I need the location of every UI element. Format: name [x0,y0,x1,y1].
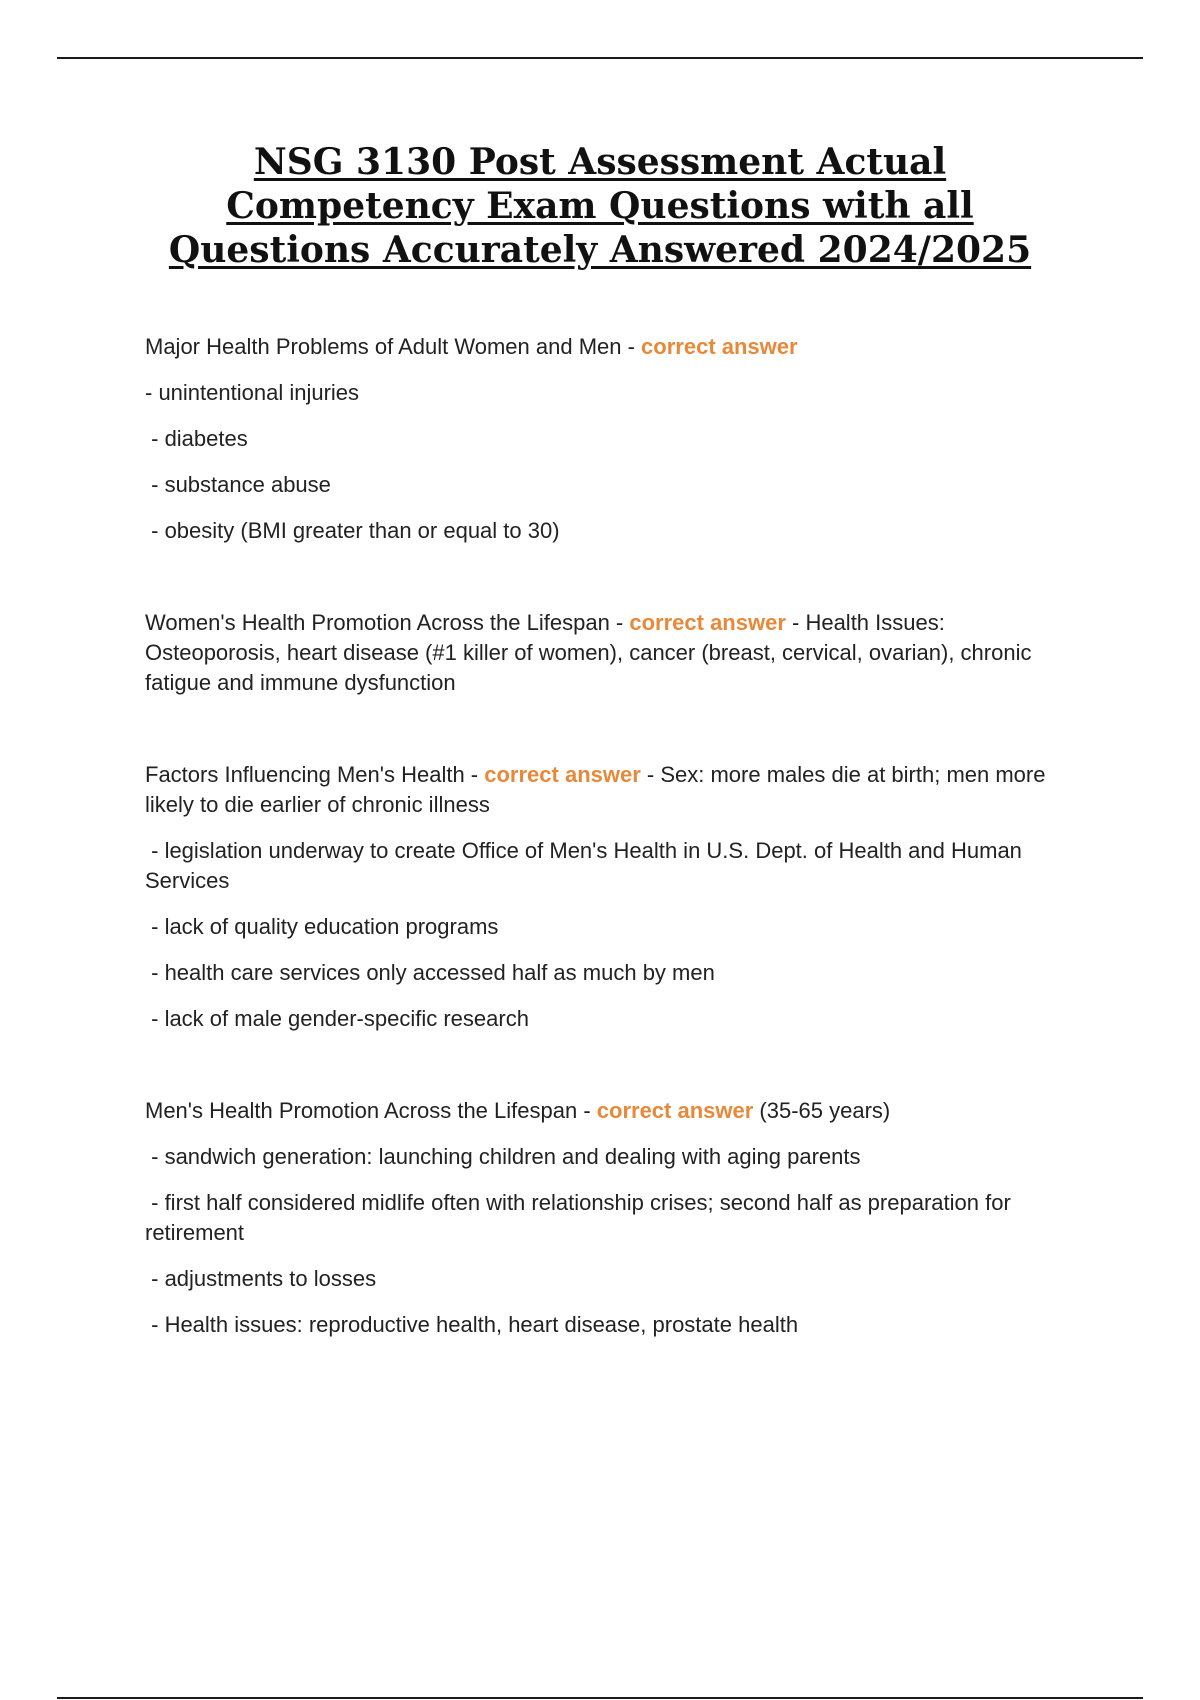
question-line [145,1096,1085,1126]
answer-bullet: - legislation underway to create Office of Men's Health in U.S. Dept. of Health and Human Services [145,838,1029,893]
qa-entry-3 [145,760,1085,1034]
qa-entry-4 [145,1096,1085,1340]
answer-bullet: - lack of quality education programs [145,914,499,939]
document-body [145,332,1085,1356]
answer-bullet: - unintentional injuries [145,380,360,405]
title-line-2: Competency Exam Questions with all [226,185,974,227]
qa-entry-2 [145,608,1085,698]
question-line [145,760,1085,820]
question-line [145,332,1085,362]
entry-spacer [145,1050,1085,1096]
bottom-rule [57,1697,1143,1699]
answer-bullet: - sandwich generation: launching children and dealing with aging parents [145,1144,861,1169]
top-rule [57,57,1143,59]
answer-bullet: - health care services only accessed half as much by men [145,960,715,985]
entry-spacer [145,562,1085,608]
answer-text: (35-65 years) [753,1098,891,1123]
correct-answer-label: correct answer [596,1098,754,1123]
answer-bullet: - adjustments to losses [145,1266,377,1291]
question-text: Men's Health Promotion Across the Lifespan - [145,1098,597,1123]
correct-answer-label: correct answer [641,334,798,359]
answer-bullet: - Health issues: reproductive health, heart disease, prostate health [145,1312,799,1337]
answer-bullet: - lack of male gender-specific research [145,1006,529,1031]
answer-bullet: - first half considered midlife often with relationship crises; second half as preparation for retirement [145,1190,1017,1245]
question-line [145,608,1085,698]
document-title [100,140,1100,272]
title-line-1: NSG 3130 Post Assessment Actual [253,141,947,183]
question-text: Factors Influencing Men's Health - [145,762,485,787]
answer-bullet: - substance abuse [145,472,331,497]
answer-text: - Health Issues: Osteoporosis, heart disease (#1 killer of women), cancer (breast, cervical, ovarian), chronic fatigue and immune dysfunction [145,610,1038,695]
answer-bullet: - obesity (BMI greater than or equal to 30) [145,518,560,543]
question-text: Major Health Problems of Adult Women and Men - [145,334,642,359]
answer-text: - Sex: more males die at birth; men more likely to die earlier of chronic illness [145,762,1052,817]
correct-answer-label: correct answer [629,610,786,635]
qa-entry-1 [145,332,1085,546]
question-text: Women's Health Promotion Across the Lifespan - [145,610,630,635]
correct-answer-label: correct answer [484,762,641,787]
title-line-3: Questions Accurately Answered 2024/2025 [168,229,1032,271]
entry-spacer [145,714,1085,760]
answer-bullet: - diabetes [145,426,248,451]
